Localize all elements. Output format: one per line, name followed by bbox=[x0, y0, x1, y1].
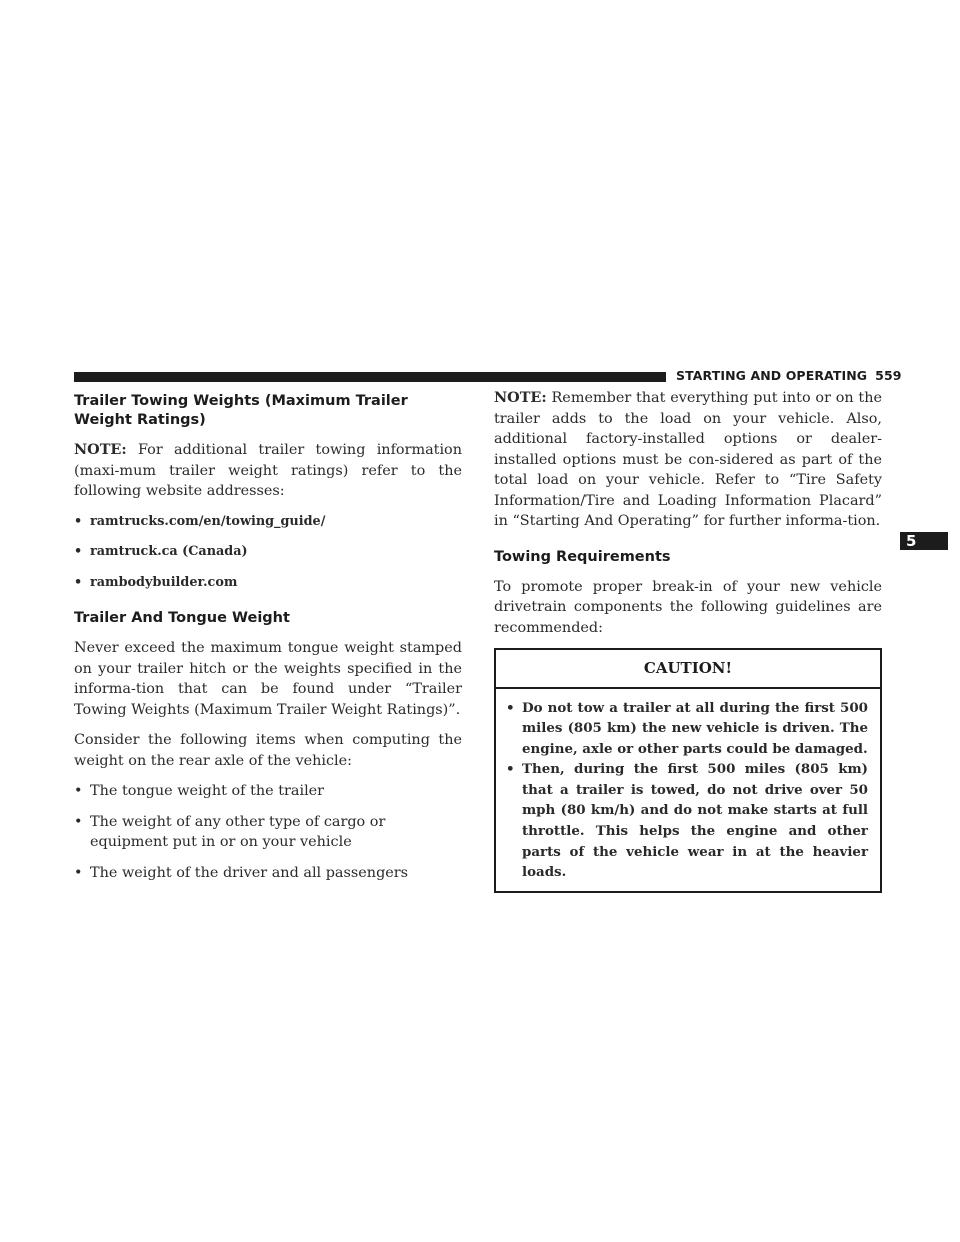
note-label: NOTE: bbox=[494, 389, 547, 406]
caution-item: • Then, during the first 500 miles (805 km) that a trailer is towed, do not drive over 50 mph (80 km/h) and do not make starts at full throttle. This helps the engine and other parts of the vehicle wear in at the heavier loads. bbox=[506, 761, 868, 881]
left-column bbox=[74, 392, 462, 893]
page-number: 559 bbox=[875, 368, 902, 383]
website-item[interactable]: • rambodybuilder.com bbox=[74, 573, 462, 594]
list-item: • The weight of any other type of cargo or equipment put in or on your vehicle bbox=[74, 813, 386, 850]
caution-title: CAUTION! bbox=[496, 650, 880, 689]
bullet-icon: • bbox=[74, 783, 83, 799]
heading-trailer-tongue-weight: Trailer And Tongue Weight bbox=[74, 610, 290, 626]
note-paragraph bbox=[74, 440, 462, 502]
header-rule bbox=[74, 372, 666, 382]
running-header bbox=[676, 368, 902, 383]
bullet-icon: • bbox=[506, 761, 515, 778]
heading-trailer-towing-weights: Trailer Towing Weights (Maximum Trailer Weight Ratings) bbox=[74, 393, 408, 428]
caution-list bbox=[496, 689, 880, 891]
note-text: Remember that everything put into or on the trailer adds to the load on your vehicle. Also, additional factory-installed options or dealer-installed options must be con-sidered as part of the total load on your vehicle. Refer to “Tire Safety Information/Tire and Loading Information Placard” in “Starting And Operating” for further informa-tion. bbox=[494, 390, 882, 529]
paragraph: Never exceed the maximum tongue weight stamped on your trailer hitch or the weights specified in the informa-tion that can be found under “Trailer Towing Weights (Maximum Trailer Weight Ratings)”. bbox=[74, 640, 462, 718]
bullet-icon: • bbox=[74, 813, 83, 830]
heading-towing-requirements: Towing Requirements bbox=[494, 548, 671, 565]
bullet-icon: • bbox=[74, 544, 83, 559]
bullet-icon: • bbox=[74, 864, 83, 881]
paragraph: To promote proper break-in of your new vehicle drivetrain components the following guidelines are recommended: bbox=[494, 578, 882, 636]
section-title: STARTING AND OPERATING bbox=[676, 368, 868, 383]
note-paragraph bbox=[494, 388, 882, 532]
website-item[interactable]: • ramtrucks.com/en/towing_guide/ bbox=[74, 512, 462, 533]
note-label: NOTE: bbox=[74, 441, 127, 458]
list-item: • The weight of the driver and all passengers bbox=[74, 863, 462, 884]
caution-item: • Do not tow a trailer at all during the first 500 miles (805 km) the new vehicle is driven. The engine, axle or other parts could be damaged. bbox=[506, 699, 868, 757]
bullet-icon: • bbox=[74, 513, 83, 529]
website-list bbox=[74, 512, 462, 594]
right-column bbox=[494, 388, 882, 893]
chapter-tab: 5 bbox=[900, 532, 948, 550]
weight-items-list bbox=[74, 781, 462, 883]
list-item: • The tongue weight of the trailer bbox=[74, 781, 462, 802]
website-item[interactable]: • ramtruck.ca (Canada) bbox=[74, 542, 462, 563]
caution-box bbox=[494, 648, 882, 893]
note-text: For additional trailer towing information (maxi-mum trailer weight ratings) refer to the following website addresses: bbox=[74, 442, 462, 499]
bullet-icon: • bbox=[74, 574, 83, 590]
bullet-icon: • bbox=[506, 699, 515, 716]
paragraph: Consider the following items when computing the weight on the rear axle of the vehicle: bbox=[74, 732, 462, 769]
